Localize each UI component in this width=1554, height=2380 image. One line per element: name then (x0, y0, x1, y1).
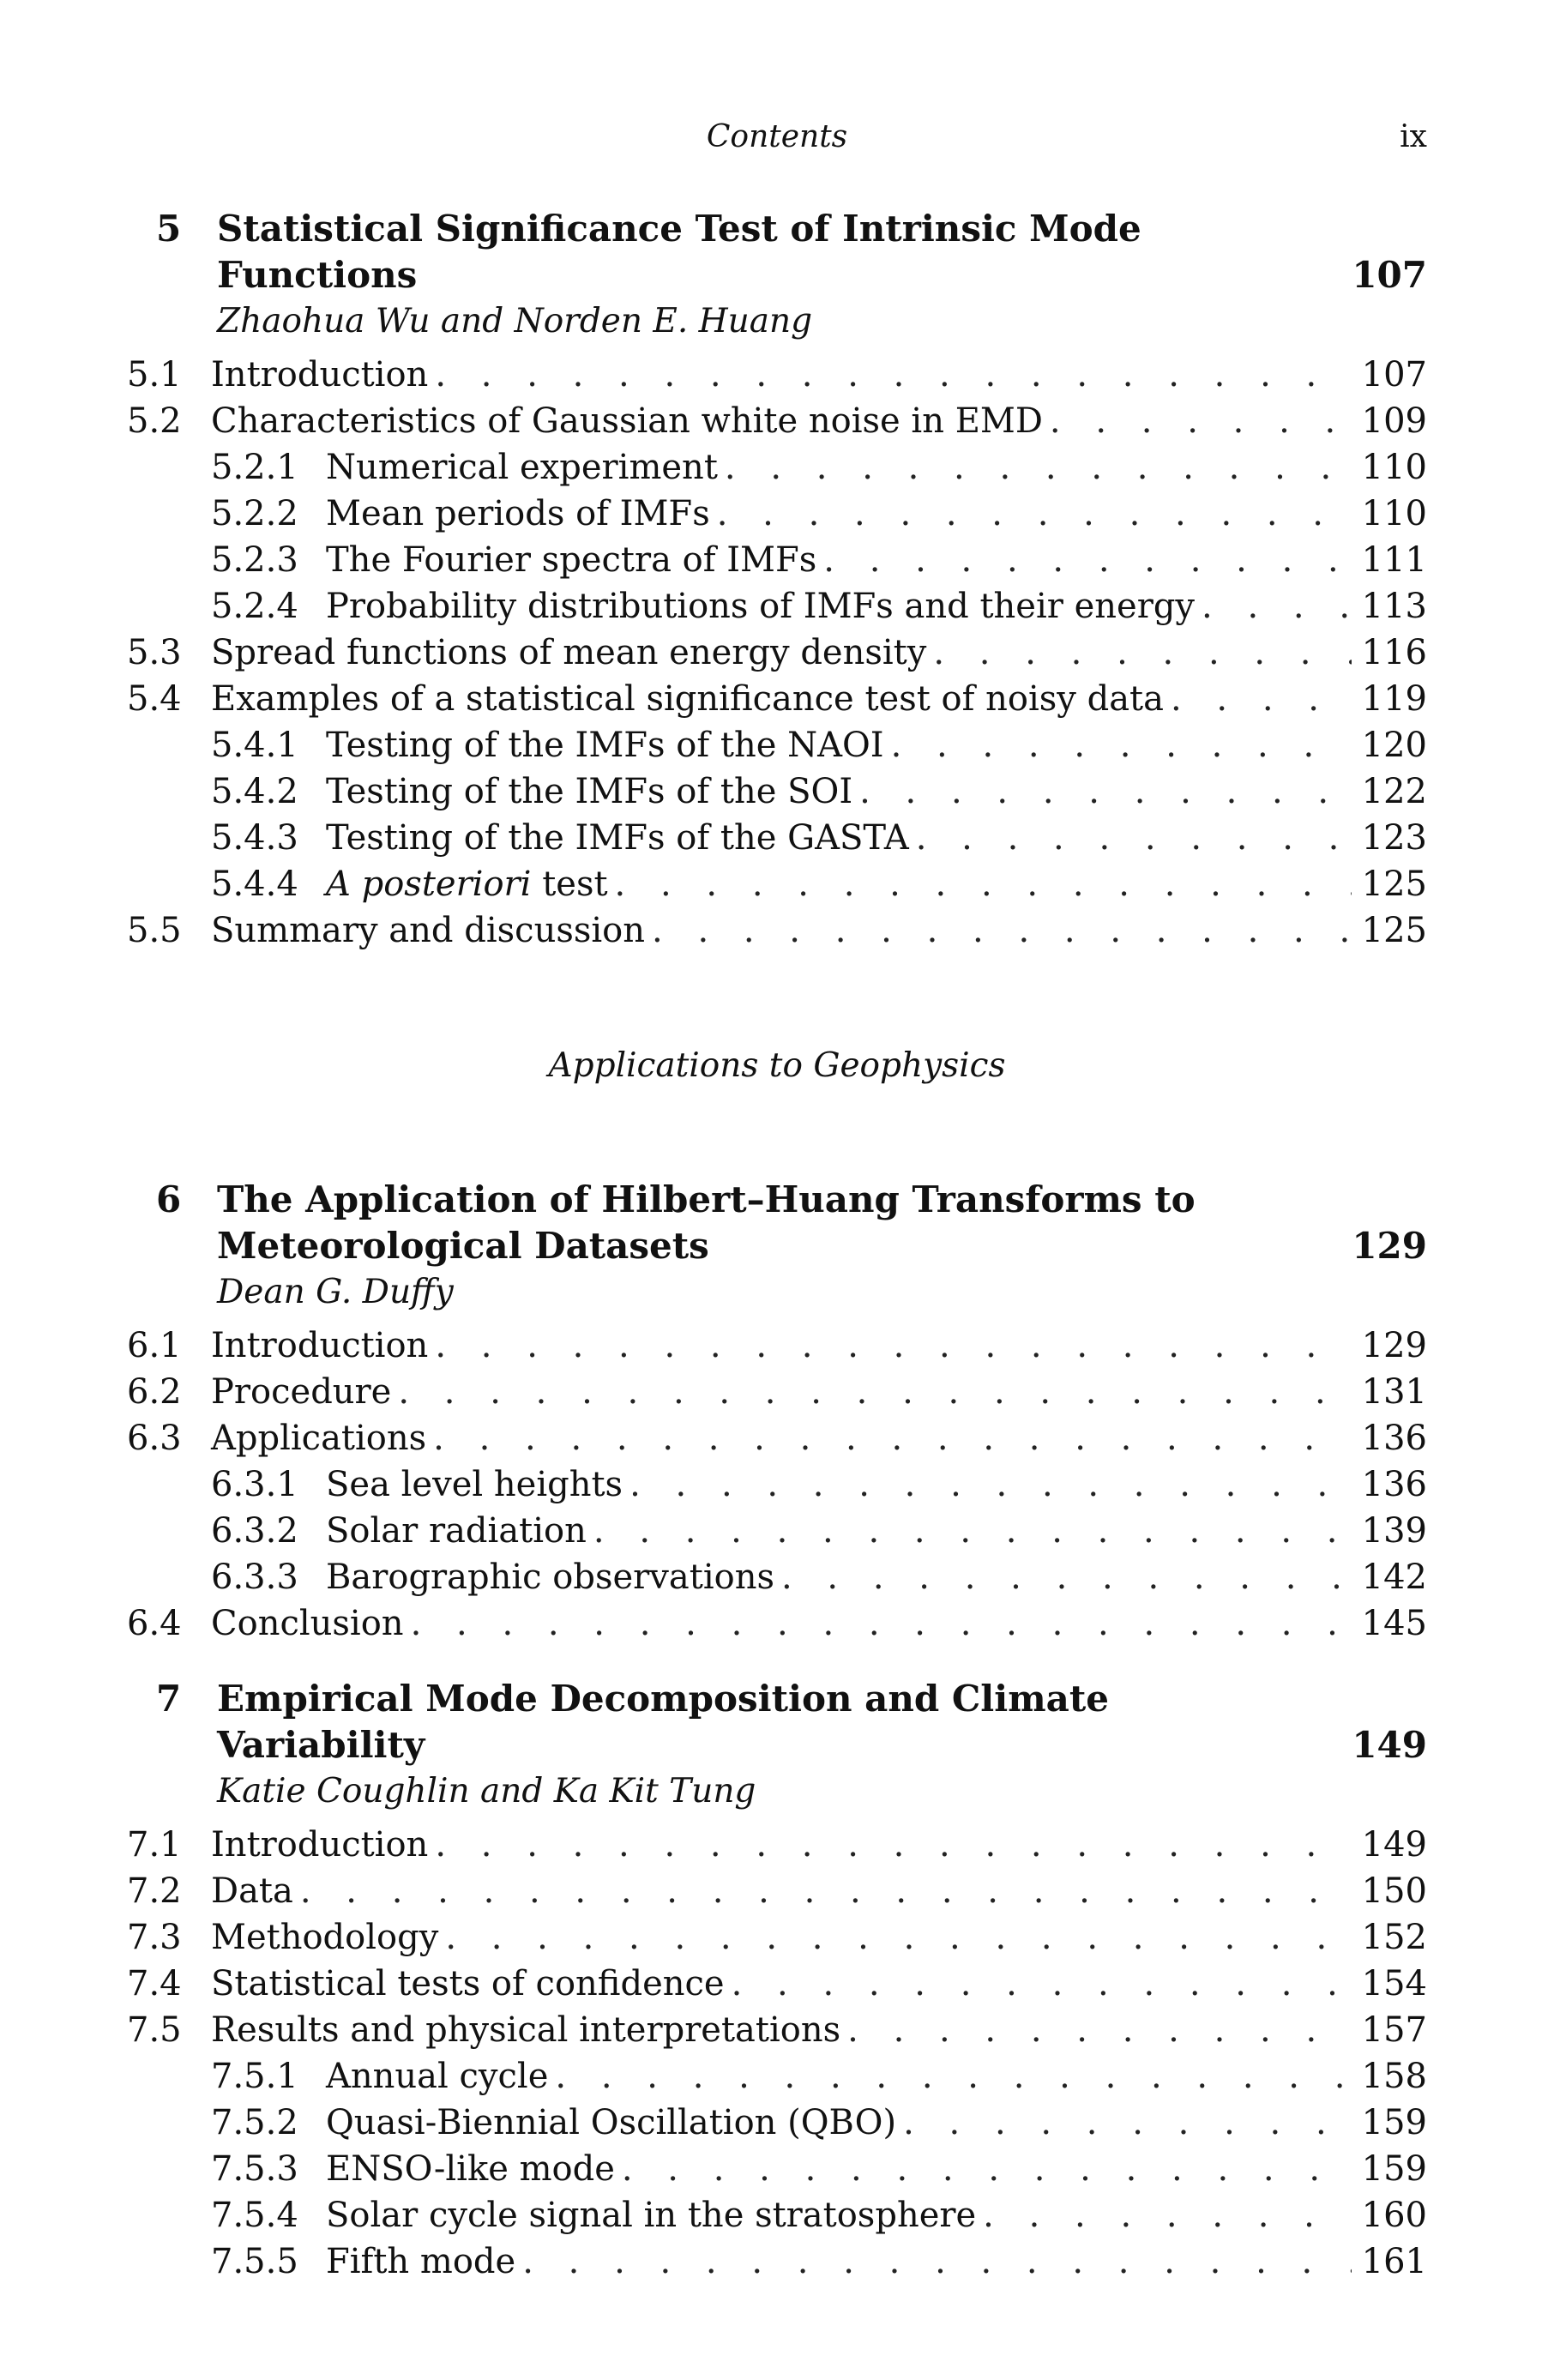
section-page-number: 136 (1361, 1465, 1427, 1504)
dot-leader (522, 2238, 1351, 2285)
section-title: Probability distributions of IMFs and their energy (326, 587, 1196, 626)
dot-leader (983, 2192, 1351, 2238)
section-list (0, 1822, 1554, 2285)
toc-entry (0, 1822, 1554, 1868)
section-number: 7.5.2 (211, 2103, 298, 2142)
section-number: 5.2.3 (211, 540, 298, 580)
section-title: Characteristics of Gaussian white noise in EMD (211, 401, 1043, 441)
section-list (0, 1323, 1554, 1647)
section-title: Examples of a statistical significance test of noisy data (211, 679, 1164, 719)
section-number: 7.5.1 (211, 2057, 298, 2096)
dot-leader (435, 1822, 1351, 1868)
section-title: Introduction (211, 1326, 429, 1365)
dot-leader (1171, 676, 1352, 722)
dot-leader (1202, 583, 1352, 630)
section-page-number: 107 (1361, 355, 1427, 395)
section-number: 6.4 (127, 1604, 182, 1643)
section-page-number: 161 (1361, 2242, 1427, 2281)
dot-leader (859, 768, 1352, 815)
chapter-number: 6 (156, 1178, 182, 1220)
dot-leader (398, 1369, 1351, 1415)
section-number: 5.2 (127, 401, 182, 441)
dot-leader (891, 722, 1352, 768)
section-number: 7.2 (127, 1871, 182, 1911)
dot-leader (433, 1415, 1351, 1461)
section-title: Sea level heights (326, 1465, 623, 1504)
section-number: 5.3 (127, 633, 182, 672)
chapter-6 (0, 1177, 1554, 1647)
section-title: Annual cycle (326, 2057, 549, 2096)
section-number: 5.4.2 (211, 772, 298, 811)
section-title: Introduction (211, 1825, 429, 1865)
section-title: Quasi-Biennial Oscillation (QBO) (326, 2103, 897, 2142)
section-title: Solar cycle signal in the stratosphere (326, 2196, 977, 2235)
section-page-number: 122 (1361, 772, 1427, 811)
dot-leader (555, 2053, 1351, 2100)
section-page-number: 120 (1361, 726, 1427, 765)
toc-entry (0, 1369, 1554, 1415)
section-title: Conclusion (211, 1604, 404, 1643)
toc-entry (0, 815, 1554, 861)
section-page-number: 139 (1361, 1511, 1427, 1551)
dot-leader (916, 815, 1352, 861)
toc-entry (0, 1415, 1554, 1461)
chapter-7 (0, 1676, 1554, 2285)
section-number: 5.5 (127, 911, 182, 950)
toc-entry (0, 491, 1554, 537)
toc-entry (0, 2007, 1554, 2053)
section-number: 6.3.3 (211, 1558, 298, 1597)
section-title-italic: A posteriori (326, 865, 532, 904)
section-number: 7.4 (127, 1964, 182, 2003)
dot-leader (622, 2146, 1352, 2192)
section-title: Spread functions of mean energy density (211, 633, 927, 672)
toc-entry (0, 768, 1554, 815)
toc-entry (0, 2238, 1554, 2285)
section-page-number: 159 (1361, 2103, 1427, 2142)
section-page-number: 119 (1361, 679, 1427, 719)
toc-entry (0, 398, 1554, 444)
chapter-page-number: 149 (1352, 1724, 1427, 1766)
chapter-heading (0, 206, 1554, 298)
dot-leader (717, 491, 1352, 537)
chapter-authors: Katie Coughlin and Ka Kit Tung (217, 1772, 756, 1811)
section-number: 5.4.1 (211, 726, 298, 765)
section-title: Procedure (211, 1372, 392, 1412)
chapter-title: Statistical Significance Test of Intrinsic Mode Functions (217, 208, 1141, 296)
toc-entry (0, 1600, 1554, 1647)
chapter-5 (0, 206, 1554, 954)
section-title: The Fourier spectra of IMFs (326, 540, 817, 580)
section-page-number: 136 (1361, 1419, 1427, 1458)
section-title: Testing of the IMFs of the NAOI (326, 726, 884, 765)
section-page-number: 109 (1361, 401, 1427, 441)
section-number: 5.2.2 (211, 494, 298, 533)
section-title: Numerical experiment (326, 448, 718, 487)
toc-entry (0, 1868, 1554, 1914)
section-number: 7.5.5 (211, 2242, 298, 2281)
section-page-number: 154 (1361, 1964, 1427, 2003)
page-number: ix (1400, 119, 1427, 154)
chapter-heading (0, 1676, 1554, 1768)
section-number: 5.2.1 (211, 448, 298, 487)
toc-entry (0, 1323, 1554, 1369)
dot-leader (781, 1554, 1352, 1600)
table-of-contents (0, 206, 1554, 2285)
section-page-number: 150 (1361, 1871, 1427, 1911)
section-page-number: 131 (1361, 1372, 1427, 1412)
section-page-number: 152 (1361, 1918, 1427, 1957)
dot-leader (732, 1961, 1352, 2007)
section-title: Fifth mode (326, 2242, 516, 2281)
section-title: Testing of the IMFs of the GASTA (326, 818, 909, 858)
chapter-title: Empirical Mode Decomposition and Climate Variability (217, 1678, 1109, 1766)
toc-entry (0, 352, 1554, 398)
toc-entry (0, 537, 1554, 583)
toc-entry (0, 630, 1554, 676)
chapter-number: 7 (156, 1678, 182, 1720)
section-page-number: 145 (1361, 1604, 1427, 1643)
page-header (0, 116, 1554, 159)
dot-leader (445, 1914, 1351, 1961)
part-heading: Applications to Geophysics (548, 1046, 1006, 1085)
section-page-number: 116 (1361, 633, 1427, 672)
chapter-title-line-2: Meteorological Datasets (217, 1225, 709, 1267)
toc-entry (0, 861, 1554, 907)
section-page-number: 125 (1361, 865, 1427, 904)
section-page-number: 160 (1361, 2196, 1427, 2235)
section-number: 5.2.4 (211, 587, 298, 626)
toc-entry (0, 444, 1554, 491)
section-number: 7.3 (127, 1918, 182, 1957)
toc-entry (0, 2192, 1554, 2238)
dot-leader (629, 1461, 1352, 1508)
toc-entry (0, 722, 1554, 768)
dot-leader (435, 352, 1351, 398)
chapter-heading (0, 1177, 1554, 1269)
section-title: Mean periods of IMFs (326, 494, 710, 533)
running-title: Contents (706, 119, 848, 154)
section-number: 6.2 (127, 1372, 182, 1412)
section-number: 6.3.1 (211, 1465, 298, 1504)
section-number: 7.1 (127, 1825, 182, 1865)
toc-entry (0, 1914, 1554, 1961)
section-title: Introduction (211, 355, 429, 395)
section-title: Barographic observations (326, 1558, 774, 1597)
section-page-number: 158 (1361, 2057, 1427, 2096)
section-page-number: 111 (1361, 540, 1427, 580)
section-title: ENSO-like mode (326, 2149, 615, 2189)
section-number: 7.5.3 (211, 2149, 298, 2189)
section-list (0, 352, 1554, 954)
dot-leader (847, 2007, 1352, 2053)
chapter-page-number: 129 (1352, 1225, 1427, 1267)
section-title: Methodology (211, 1918, 439, 1957)
dot-leader (823, 537, 1351, 583)
chapter-number: 5 (156, 208, 182, 250)
toc-entry (0, 1461, 1554, 1508)
section-title-rest: test (531, 865, 608, 904)
section-title: Results and physical interpretations (211, 2010, 841, 2050)
section-title (326, 861, 608, 907)
section-number: 7.5.4 (211, 2196, 298, 2235)
toc-entry (0, 2053, 1554, 2100)
dot-leader (1050, 398, 1352, 444)
section-title: Solar radiation (326, 1511, 587, 1551)
dot-leader (593, 1508, 1352, 1554)
toc-entry (0, 1961, 1554, 2007)
section-page-number: 110 (1361, 494, 1427, 533)
section-number: 5.1 (127, 355, 182, 395)
dot-leader (435, 1323, 1351, 1369)
section-number: 6.3.2 (211, 1511, 298, 1551)
toc-entry (0, 1554, 1554, 1600)
toc-entry (0, 907, 1554, 954)
section-title: Summary and discussion (211, 911, 646, 950)
toc-entry (0, 2146, 1554, 2192)
section-page-number: 157 (1361, 2010, 1427, 2050)
dot-leader (652, 907, 1352, 954)
section-page-number: 129 (1361, 1326, 1427, 1365)
section-number: 5.4 (127, 679, 182, 719)
section-number: 6.3 (127, 1419, 182, 1458)
dot-leader (615, 861, 1352, 907)
section-page-number: 113 (1361, 587, 1427, 626)
chapter-authors: Dean G. Duffy (217, 1273, 454, 1311)
section-number: 5.4.4 (211, 865, 298, 904)
section-page-number: 110 (1361, 448, 1427, 487)
dot-leader (725, 444, 1352, 491)
section-number: 6.1 (127, 1326, 182, 1365)
section-number: 7.5 (127, 2010, 182, 2050)
section-page-number: 125 (1361, 911, 1427, 950)
chapter-authors: Zhaohua Wu and Norden E. Huang (217, 302, 813, 340)
toc-entry (0, 2100, 1554, 2146)
section-page-number: 159 (1361, 2149, 1427, 2189)
toc-entry (0, 676, 1554, 722)
dot-leader (903, 2100, 1352, 2146)
section-title: Data (211, 1871, 293, 1911)
dot-leader (411, 1600, 1352, 1647)
section-title: Statistical tests of confidence (211, 1964, 725, 2003)
section-page-number: 149 (1361, 1825, 1427, 1865)
chapter-page-number: 107 (1352, 254, 1427, 296)
toc-entry (0, 583, 1554, 630)
section-page-number: 123 (1361, 818, 1427, 858)
section-number: 5.4.3 (211, 818, 298, 858)
chapter-title-line-1: The Application of Hilbert–Huang Transforms to (217, 1178, 1196, 1220)
toc-entry (0, 1508, 1554, 1554)
dot-leader (933, 630, 1351, 676)
section-page-number: 142 (1361, 1558, 1427, 1597)
section-title: Testing of the IMFs of the SOI (326, 772, 853, 811)
dot-leader (300, 1868, 1352, 1914)
section-title: Applications (211, 1419, 427, 1458)
